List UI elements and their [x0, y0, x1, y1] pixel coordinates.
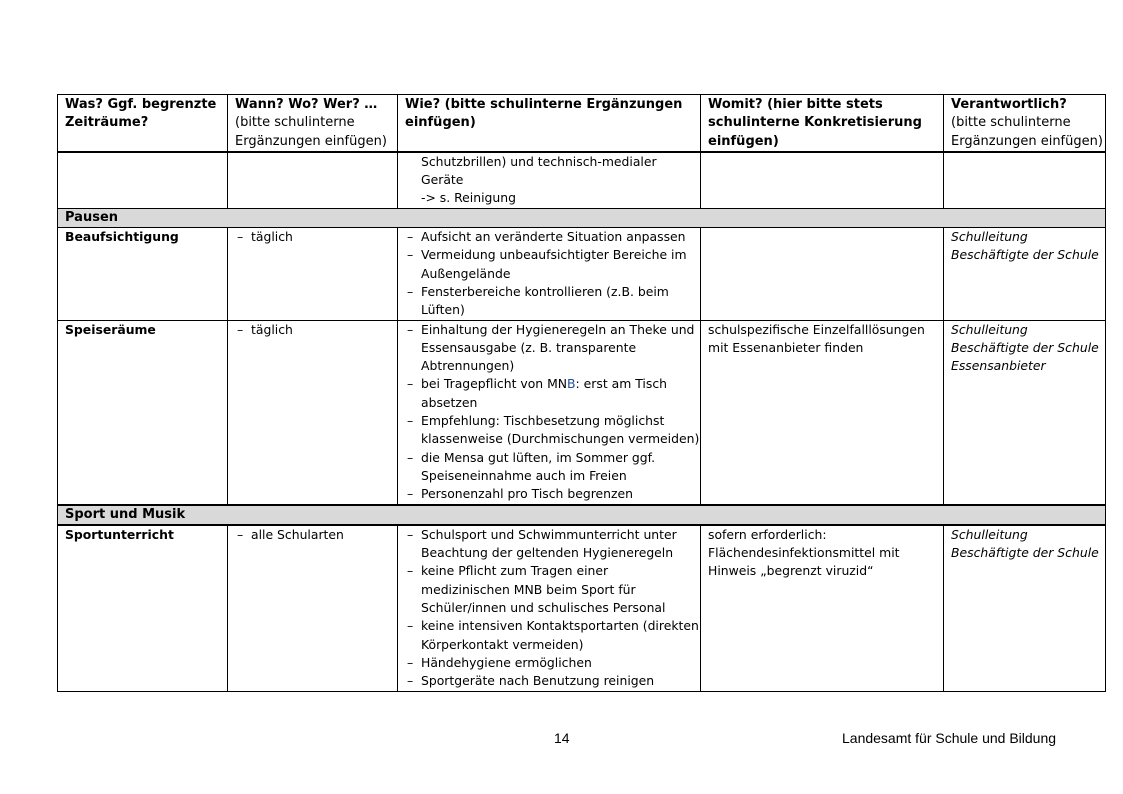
- responsible-item: Beschäftigte der Schule: [951, 339, 1099, 355]
- list-item: – bei Tragepflicht von MNB: erst am Tisch absetzen: [405, 375, 700, 412]
- header-when: Wann? Wo? Wer? … (bitte schulinterne Ergänzungen einfügen): [228, 95, 398, 152]
- row-when: [228, 525, 398, 691]
- header-how: Wie? (bitte schulinterne Ergänzungen einfügen): [398, 95, 701, 152]
- table-row: [58, 228, 1106, 320]
- list-item: – Personenzahl pro Tisch begrenzen: [405, 485, 700, 503]
- hygiene-plan-table: [57, 94, 1106, 692]
- continued-how: [398, 152, 701, 208]
- section-row-pausen: [58, 208, 1106, 227]
- row-responsible: [944, 525, 1106, 691]
- responsible-item: Schulleitung: [951, 321, 1028, 337]
- mnb-accent: B: [567, 376, 576, 392]
- responsible-item: Beschäftigte der Schule: [951, 545, 1099, 561]
- header-responsible-sub: (bitte schulinterne Ergänzungen einfügen): [951, 115, 1103, 149]
- list-item: – Empfehlung: Tischbesetzung möglichst klassenweise (Durchmischungen vermeiden): [405, 412, 700, 449]
- row-how: [398, 525, 701, 691]
- list-item: – keine intensiven Kontaktsportarten (direkten Körperkontakt vermeiden): [405, 617, 700, 654]
- responsible-item: Schulleitung: [951, 526, 1028, 542]
- list-item: – Einhaltung der Hygieneregeln an Theke und Essensausgabe (z. B. transparente Abtrennungen): [405, 321, 700, 376]
- list-item: – Sportgeräte nach Benutzung reinigen: [405, 672, 700, 690]
- row-with: schulspezifische Einzelfalllösungen mit Essenanbieter finden: [701, 320, 944, 504]
- continued-row: [58, 152, 1106, 208]
- header-responsible: Verantwortlich? (bitte schulinterne Ergänzungen einfügen): [944, 95, 1106, 152]
- list-item: – täglich: [235, 228, 397, 246]
- header-with: Womit? (hier bitte stets schulinterne Konkretisierung einfügen): [701, 95, 944, 152]
- list-item: – Händehygiene ermöglichen: [405, 654, 700, 672]
- row-what: Sportunterricht: [58, 525, 228, 691]
- list-item: – Aufsicht an veränderte Situation anpassen: [405, 228, 700, 246]
- list-item: – Vermeidung unbeaufsichtigter Bereiche im Außengelände: [405, 246, 700, 283]
- table-row: [58, 320, 1106, 504]
- list-item: – keine Pflicht zum Tragen einer medizinischen MNB beim Sport für Schüler/innen und schulisches Personal: [405, 562, 700, 617]
- header-when-sub: (bitte schulinterne Ergänzungen einfügen): [235, 115, 387, 149]
- list-item: – alle Schularten: [235, 526, 397, 544]
- responsible-item: Essensanbieter: [951, 358, 1046, 374]
- list-item: – die Mensa gut lüften, im Sommer ggf. Speiseneinnahme auch im Freien: [405, 449, 700, 486]
- row-how: [398, 228, 701, 320]
- continued-line: Schutzbrillen) und technisch-medialer Geräte: [421, 153, 657, 188]
- responsible-item: Schulleitung: [951, 229, 1028, 245]
- row-with: sofern erforderlich: Flächendesinfektionsmittel mit Hinweis „begrenzt viruzid“: [701, 525, 944, 691]
- table-header-row: [58, 95, 1106, 152]
- row-what: Beaufsichtigung: [58, 228, 228, 320]
- row-when: [228, 320, 398, 504]
- section-title: Pausen: [58, 208, 1106, 227]
- row-when: [228, 228, 398, 320]
- table-row: [58, 525, 1106, 691]
- list-item: – täglich: [235, 321, 397, 339]
- section-title: Sport und Musik: [58, 505, 1106, 525]
- row-responsible: [944, 228, 1106, 320]
- section-row-sport: [58, 505, 1106, 525]
- row-responsible: [944, 320, 1106, 504]
- page-number: 14: [554, 730, 570, 746]
- list-item: – Fensterbereiche kontrollieren (z.B. beim Lüften): [405, 283, 700, 320]
- responsible-item: Beschäftigte der Schule: [951, 247, 1099, 263]
- row-what: Speiseräume: [58, 320, 228, 504]
- list-item: – Schulsport und Schwimmunterricht unter Beachtung der geltenden Hygieneregeln: [405, 526, 700, 563]
- row-how: [398, 320, 701, 504]
- footer-organization: Landesamt für Schule und Bildung: [842, 730, 1057, 746]
- row-with: [701, 228, 944, 320]
- continued-line: -> s. Reinigung: [421, 190, 516, 206]
- header-what: Was? Ggf. begrenzte Zeiträume?: [58, 95, 228, 152]
